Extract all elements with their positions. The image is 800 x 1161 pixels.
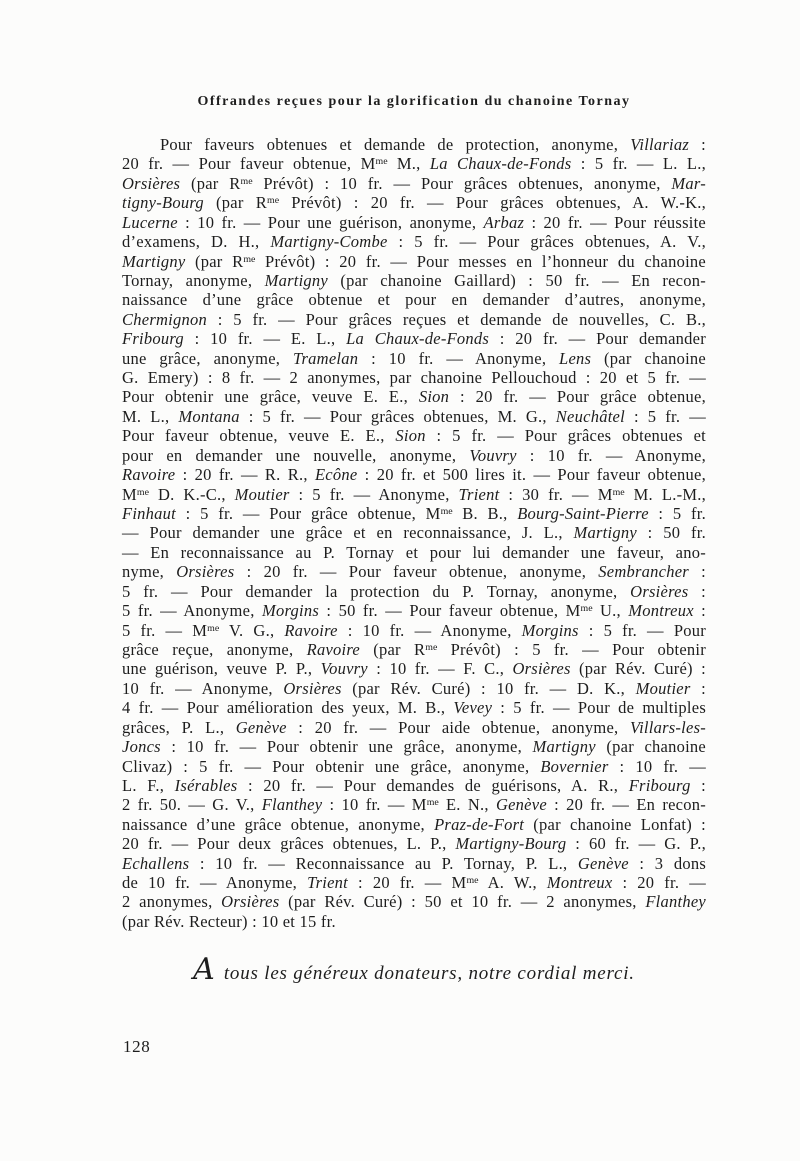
place-name: Orsières [512, 659, 571, 679]
text-line [122, 601, 706, 620]
text-run: L. F., [122, 775, 175, 795]
place-name: Flanthey [261, 795, 323, 815]
text-run: : 20 fr. — En recon- [546, 795, 706, 815]
place-name: Martigny [532, 737, 596, 757]
text-run: — Pour demander une grâce et en reconnaissance, J. L., [122, 523, 574, 543]
text-run: : 20 fr. — Pour demander [489, 329, 706, 349]
text-run: : [690, 775, 706, 795]
superscript: me [426, 797, 439, 809]
text-line [122, 290, 706, 309]
text-run: Pour obtenir une grâce, veuve E. E., [122, 387, 419, 407]
text-line [122, 795, 706, 814]
text-run: (par R [203, 193, 268, 213]
text-line [122, 271, 706, 290]
text-run: grâces, P. L., [122, 717, 236, 737]
text-run: E. N., [438, 795, 496, 815]
place-name: Isérables [174, 775, 238, 795]
text-run: : 50 fr. — Pour faveur obtenue, M [319, 601, 581, 621]
text-run: : 5 fr. — Pour grâces obtenues, M. G., [239, 406, 556, 426]
superscript: me [207, 622, 220, 634]
place-name: Orsières [221, 892, 280, 912]
text-run: 4 fr. — Pour amélioration des yeux, M. B., [122, 698, 454, 718]
place-name: Villars-les- [629, 717, 706, 737]
place-name: Bovernier [540, 756, 609, 776]
place-name: Sion [395, 426, 426, 446]
page-number: 128 [123, 1037, 151, 1056]
text-run: : 5 fr. [648, 504, 707, 524]
superscript: me [375, 156, 388, 168]
place-name: Ecône [314, 465, 358, 485]
text-run: : [690, 678, 706, 698]
place-name: Martigny [264, 270, 329, 290]
text-run: : 5 fr. — Pour [578, 620, 706, 640]
text-run: (par R [180, 173, 241, 193]
text-line [122, 776, 706, 795]
place-name: Montreux [546, 873, 613, 893]
place-name: Genève [235, 717, 287, 737]
text-line [122, 407, 706, 426]
text-run: : 10 fr. — Pour une guérison, anonyme, [177, 212, 484, 232]
text-run: 5 fr. — Pour demander la protection du P. Tornay, anonyme, [122, 581, 631, 601]
superscript: me [425, 642, 438, 654]
text-run: Prévôt) : 5 fr. — Pour obtenir [437, 639, 706, 659]
text-run: : [689, 135, 706, 154]
place-name: Martigny-Bourg [455, 834, 567, 854]
text-run: : 5 fr. — Anonyme, [289, 484, 459, 504]
text-line [122, 873, 706, 892]
place-name: Flanthey [645, 892, 706, 912]
place-name: Sion [418, 387, 450, 407]
text-run: V. G., [219, 620, 285, 640]
place-name: Moutier [635, 678, 691, 698]
text-run: : 5 fr. — Pour de multiples [492, 698, 706, 718]
place-name: Mar- [671, 173, 706, 193]
text-line [122, 912, 706, 931]
text-run: : 20 fr. — Pour faveur obtenue, anonyme, [234, 562, 599, 582]
text-line [122, 349, 706, 368]
text-run: (par R [185, 251, 244, 271]
text-run: naissance d’une grâce obtenue, anonyme, [122, 814, 435, 834]
superscript: me [580, 603, 593, 615]
text-run: : 20 fr. et 500 lires it. — Pour faveur obtenue, [357, 465, 706, 485]
place-name: Tramelan [293, 348, 359, 368]
text-run: : 10 fr. — Anonyme, [337, 620, 522, 640]
place-name: Morgins [261, 601, 320, 621]
text-run: Prévôt) : 20 fr. — Pour grâces obtenues, A. W.-K., [279, 193, 707, 213]
text-line [122, 504, 706, 523]
place-name: tigny-Bourg [122, 193, 204, 213]
text-line [122, 737, 706, 756]
closing-initial: A [193, 952, 215, 987]
place-name: Vouvry [320, 659, 368, 679]
text-run: : 3 dons [628, 853, 706, 873]
text-run: (par R [359, 639, 426, 659]
text-run: : 20 fr. — [612, 873, 706, 893]
place-name: Trient [458, 484, 500, 504]
text-line [122, 213, 706, 232]
text-line [122, 135, 706, 154]
text-line [122, 582, 706, 601]
place-name: Villariaz [630, 135, 690, 154]
text-run: (par Rév. Recteur) : 10 et 15 fr. [122, 911, 336, 931]
place-name: Martigny [573, 523, 637, 543]
text-run: : 5 fr. — L. L., [571, 154, 706, 174]
place-name: Orsières [283, 678, 342, 698]
place-name: Lens [559, 348, 592, 368]
text-run: : 10 fr. — Anonyme, [516, 445, 706, 465]
text-run: : 10 fr. — M [322, 795, 427, 815]
text-run: M [122, 484, 137, 504]
text-line [122, 252, 706, 271]
place-name: Trient [307, 873, 348, 893]
place-name: Genève [577, 853, 629, 873]
text-line [122, 387, 706, 406]
superscript: me [240, 175, 253, 187]
text-line [122, 329, 706, 348]
text-run: : [693, 601, 706, 621]
text-line [122, 154, 706, 173]
place-name: Vevey [453, 698, 493, 718]
text-run: : 30 fr. — M [499, 484, 613, 504]
text-run: : 5 fr. — Pour grâces obtenues, A. V., [387, 232, 706, 252]
text-run: G. Emery) : 8 fr. — 2 anonymes, par chanoine Pellouchoud : 20 et 5 fr. — [122, 368, 706, 388]
text-run: : 5 fr. — Pour grâces obtenues et [425, 426, 706, 446]
place-name: Praz-de-Fort [434, 814, 525, 834]
place-name: Lucerne [122, 212, 178, 232]
text-run: 2 anonymes, [122, 892, 222, 912]
text-run: 5 fr. — Anonyme, [122, 601, 262, 621]
text-run: une grâce, anonyme, [122, 348, 293, 368]
place-name: Montana [178, 406, 240, 426]
text-run: 10 fr. — Anonyme, [122, 678, 284, 698]
text-run: : 5 fr. — Pour grâce obtenue, M [176, 504, 441, 524]
text-line [122, 193, 706, 212]
superscript: me [612, 486, 625, 498]
text-line [122, 465, 706, 484]
text-line [122, 892, 706, 911]
text-run: (par Rév. Curé) : [570, 659, 706, 679]
text-line [122, 426, 706, 445]
text-line [122, 485, 706, 504]
text-line [122, 368, 706, 387]
text-run: B. B., [452, 504, 518, 524]
text-run: (par chanoine Gaillard) : 50 fr. — En recon- [328, 270, 706, 290]
text-run: pour en demander une nouvelle, anonyme, [122, 445, 470, 465]
text-run: nyme, [122, 562, 177, 582]
place-name: Ravoire [284, 620, 338, 640]
superscript: me [466, 875, 479, 887]
text-run: : 20 fr. — R. R., [175, 465, 315, 485]
text-run: — En reconnaissance au P. Tornay et pour lui demander une faveur, ano- [122, 542, 706, 562]
text-line [122, 834, 706, 853]
text-run: : 10 fr. — E. L., [183, 329, 347, 349]
text-run: Tornay, anonyme, [122, 270, 265, 290]
place-name: Neuchâtel [555, 406, 625, 426]
text-run: : 10 fr. — F. C., [367, 659, 513, 679]
text-run: (par chanoine [595, 737, 706, 757]
text-run: : 20 fr. — M [348, 873, 467, 893]
text-run: 2 fr. 50. — G. V., [122, 795, 262, 815]
text-line [122, 757, 706, 776]
text-run: : 5 fr. — Pour grâces reçues et demande de nouvelles, C. B., [207, 309, 706, 329]
text-run: M. L., [122, 406, 179, 426]
text-run: 20 fr. — Pour faveur obtenue, M [122, 154, 376, 174]
text-line [122, 543, 706, 562]
text-run: naissance d’une grâce obtenue et pour en demander d’autres, anonyme, [122, 290, 706, 310]
place-name: Ravoire [306, 639, 360, 659]
text-run: : 10 fr. — [608, 756, 706, 776]
text-run: : 20 fr. — Pour aide obtenue, anonyme, [286, 717, 630, 737]
place-name: Echallens [122, 853, 190, 873]
text-run: 20 fr. — Pour deux grâces obtenues, L. P., [122, 834, 456, 854]
text-run: Prévôt) : 20 fr. — Pour messes en l’honneur du chanoine [255, 251, 706, 271]
text-line [122, 621, 706, 640]
place-name: Martigny [122, 251, 186, 271]
text-run: (par chanoine Lonfat) : [524, 814, 706, 834]
text-run: (par chanoine [591, 348, 706, 368]
text-line [122, 640, 706, 659]
place-name: Montreux [628, 601, 694, 621]
text-line [122, 174, 706, 193]
place-name: Finhaut [122, 504, 176, 524]
text-run: : 20 fr. — Pour grâce obtenue, [449, 387, 706, 407]
text-run: M. L.-M., [624, 484, 706, 504]
text-run: M., [387, 154, 430, 174]
text-run: Prévôt) : 10 fr. — Pour grâces obtenues, anonyme, [252, 173, 672, 193]
text-run: : [688, 562, 706, 582]
place-name: Orsières [122, 173, 181, 193]
text-line [122, 310, 706, 329]
text-run: Pour faveurs obtenues et demande de protection, anonyme, [160, 135, 631, 154]
place-name: Joncs [122, 737, 161, 757]
text-run: : 20 fr. — Pour demandes de guérisons, A. R., [237, 775, 629, 795]
text-line [122, 523, 706, 542]
place-name: Arbaz [483, 212, 525, 232]
place-name: Bourg-Saint-Pierre [517, 504, 649, 524]
text-run: (par Rév. Curé) : 10 fr. — D. K., [341, 678, 636, 698]
superscript: me [440, 506, 453, 518]
place-name: Moutier [234, 484, 290, 504]
page-title: Offrandes reçues pour la glorification du chanoine Tornay [197, 94, 631, 109]
place-name: Sembrancher [598, 562, 689, 582]
text-run: : 60 fr. — G. P., [566, 834, 706, 854]
text-run: d’examens, D. H., [122, 232, 271, 252]
place-name: La Chaux-de-Fonds [346, 329, 490, 349]
superscript: me [136, 486, 149, 498]
place-name: Fribourg [628, 775, 691, 795]
text-run: (par Rév. Curé) : 50 et 10 fr. — 2 anonymes, [279, 892, 646, 912]
text-run: Pour faveur obtenue, veuve E. E., [122, 426, 396, 446]
place-name: Vouvry [469, 445, 517, 465]
text-run: : 5 fr. — [624, 406, 706, 426]
text-line [122, 659, 706, 678]
place-name: Orsières [630, 581, 689, 601]
superscript: me [267, 195, 280, 207]
donation-list-paragraph [122, 135, 706, 931]
text-line [122, 698, 706, 717]
text-line [122, 679, 706, 698]
text-run: Clivaz) : 5 fr. — Pour obtenir une grâce, anonyme, [122, 756, 541, 776]
text-run: U., [592, 601, 629, 621]
text-run: : 20 fr. — Pour réussite [524, 212, 706, 232]
text-run: : [688, 581, 706, 601]
place-name: Ravoire [122, 465, 176, 485]
text-line [122, 854, 706, 873]
text-line [122, 562, 706, 581]
text-run: 5 fr. — M [122, 620, 208, 640]
place-name: Martigny-Combe [270, 232, 388, 252]
place-name: Fribourg [122, 329, 184, 349]
closing-text: tous les généreux donateurs, notre cordial merci. [223, 963, 635, 984]
text-run: : 10 fr. — Anonyme, [358, 348, 560, 368]
text-run: : 10 fr. — Reconnaissance au P. Tornay, P. L., [189, 853, 578, 873]
superscript: me [243, 253, 256, 265]
text-run: D. K.-C., [149, 484, 235, 504]
text-line [122, 718, 706, 737]
place-name: Morgins [521, 620, 579, 640]
text-run: A. W., [478, 873, 547, 893]
text-run: une guérison, veuve P. P., [122, 659, 321, 679]
place-name: La Chaux-de-Fonds [429, 154, 572, 174]
text-line [122, 232, 706, 251]
place-name: Orsières [176, 562, 235, 582]
text-run: : 50 fr. [636, 523, 706, 543]
closing-thanks [122, 952, 706, 989]
text-run: de 10 fr. — Anonyme, [122, 873, 308, 893]
text-run: : 10 fr. — Pour obtenir une grâce, anonyme, [160, 737, 533, 757]
place-name: Chermignon [122, 309, 207, 329]
text-line [122, 815, 706, 834]
text-line [122, 446, 706, 465]
text-run: grâce reçue, anonyme, [122, 639, 307, 659]
place-name: Genève [495, 795, 547, 815]
